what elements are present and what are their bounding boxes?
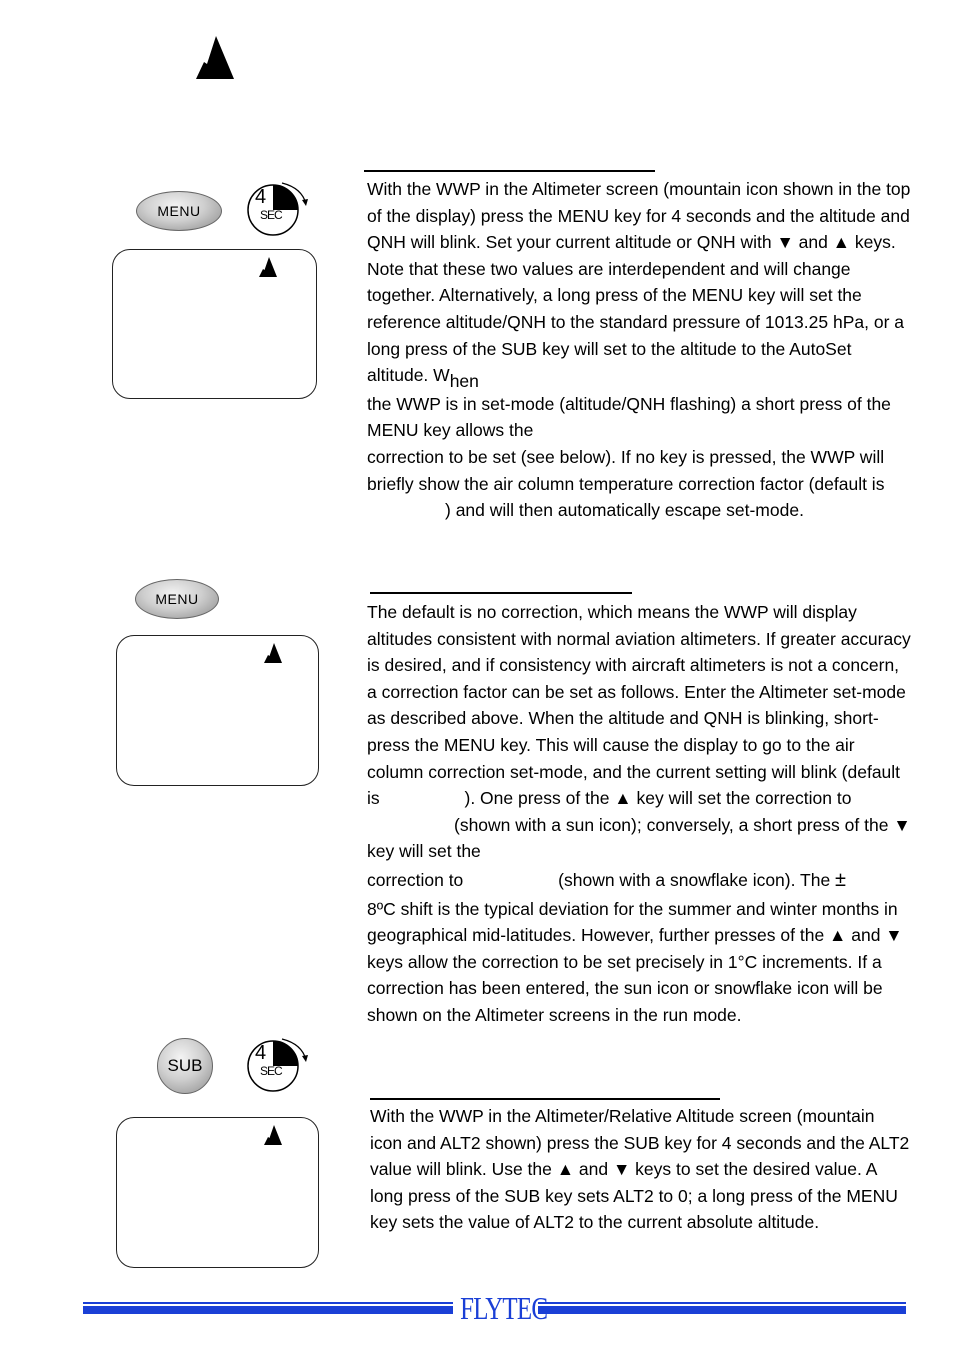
- timer-number: 4: [255, 1042, 267, 1064]
- timer-4-sec-icon: [246, 180, 310, 236]
- altimeter-setting-text: [367, 176, 912, 524]
- mountain-icon: [194, 34, 236, 80]
- sub-key-label: SUB: [167, 1056, 203, 1075]
- timer-number: 4: [255, 186, 267, 208]
- mountain-icon: [263, 642, 283, 664]
- menu-key-label: MENU: [157, 203, 201, 219]
- lcd-display: [112, 249, 317, 399]
- menu-key[interactable]: [135, 579, 219, 619]
- paragraph: the WWP is in set-mode (altitude/QNH flashing) a short press of the MENU key allows the: [367, 393, 891, 441]
- lcd-display: [116, 1117, 319, 1268]
- footer-rule-right: [538, 1302, 906, 1316]
- mountain-icon: [258, 256, 278, 278]
- paragraph: correction to (shown with a snowflake icon). The ±: [367, 868, 847, 891]
- paragraph: correction to be set (see below). If no key is pressed, the WWP will briefly show the air column temperature correction factor (default is ) and will then automatically escape set-mode.: [367, 446, 885, 521]
- menu-key[interactable]: [136, 191, 222, 231]
- paragraph: 8ºC shift is the typical deviation for the summer and winter months in geographical mid-latitudes. However, further presses of the ▲ and ▼ keys allow the correction to be set precisely in 1°C increments. If a correction has been entered, the sun icon or snowflake icon will be shown on the Altimeter screens in the run mode.: [367, 898, 903, 1025]
- paragraph: With the WWP in the Altimeter/Relative Altitude screen (mountain icon and ALT2 shown) press the SUB key for 4 seconds and the ALT2 value will blink. Use the ▲ and ▼ keys to set the desired value. A long press of the SUB key sets ALT2 to 0; a long press of the MENU key sets the value of ALT2 to the current absolute altitude.: [370, 1106, 910, 1233]
- alt2-text: [370, 1103, 910, 1236]
- brand-text: FLYTEC: [460, 1290, 548, 1326]
- footer-brand-logo: [460, 1288, 548, 1328]
- section-heading-rule: [370, 1098, 720, 1100]
- section-heading-rule: [364, 170, 655, 172]
- timer-unit: SEC: [260, 1064, 282, 1078]
- menu-key-label: MENU: [155, 591, 199, 607]
- footer-rule-left: [83, 1302, 453, 1316]
- paragraph: With the WWP in the Altimeter screen (mountain icon shown in the top of the display) press the MENU key for 4 seconds and the altitude and QNH will blink. Set your current altitude or QNH with ▼ and ▲ keys. Note that these two values are interdependent and will change together. Alternatively, a long press of the MENU key will set the reference altitude/QNH to the standard pressure of 1013.25 hPa, or a long press of the SUB key will set to the altitude to the AutoSet altitude. When: [367, 179, 911, 392]
- section-heading-rule: [370, 592, 632, 594]
- sub-key[interactable]: [157, 1038, 213, 1094]
- lcd-display: [116, 635, 319, 786]
- mountain-icon: [263, 1124, 283, 1146]
- paragraph: The default is no correction, which means the WWP will display altitudes consistent with normal aviation altimeters. If greater accuracy is desired, and if consistency with aircraft altimeters is not a concern, a correction factor can be set as follows. Enter the Altimeter set-mode as described above. When the altitude and QNH is blinking, short-press the MENU key. This will cause the display to go to the air column correction set-mode, and the current setting will blink (default is ). One press of the ▲ key will set the correction to (shown with a sun icon); conversely, a short press of the ▼ key will set the: [367, 602, 911, 862]
- timer-4-sec-icon: [246, 1036, 310, 1092]
- timer-unit: SEC: [260, 208, 282, 222]
- air-column-text: [367, 599, 912, 1029]
